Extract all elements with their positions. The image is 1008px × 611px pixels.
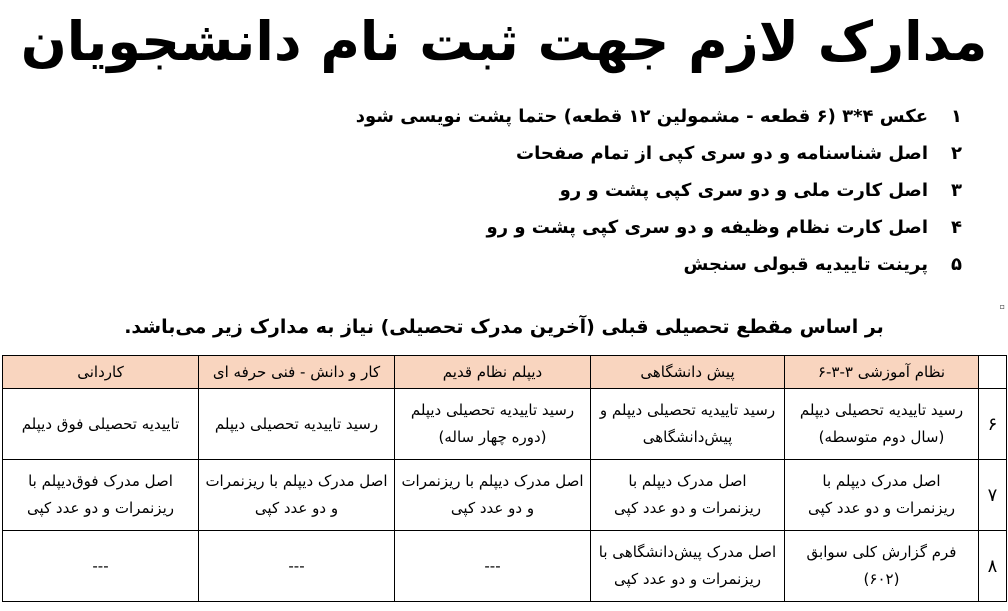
table-cell: اصل مدرک پیش‌دانشگاهی با ریزنمرات و دو عدد کپی	[591, 531, 785, 602]
list-item-text: اصل شناسنامه و دو سری کپی از تمام صفحات	[516, 143, 928, 164]
list-item-text: عکس ۴*۳ (۶ قطعه - مشمولین ۱۲ قطعه) حتما پشت نویسی شود	[355, 106, 928, 127]
table-cell: اصل مدرک دیپلم با ریزنمرات و دو عدد کپی	[199, 460, 395, 531]
table-cell: فرم گزارش کلی سوابق (۶۰۲)	[785, 531, 979, 602]
table-cell: اصل مدرک فوق‌دیپلم با ریزنمرات و دو عدد کپی	[3, 460, 199, 531]
row-number: ۷	[979, 460, 1007, 531]
table-cell: اصل مدرک دیپلم با ریزنمرات و دو عدد کپی	[395, 460, 591, 531]
table-cell: اصل مدرک دیپلم با ریزنمرات و دو عدد کپی	[785, 460, 979, 531]
table-cell: ---	[199, 531, 395, 602]
list-item-number: ۴	[951, 217, 962, 238]
list-item	[342, 246, 962, 283]
table-row	[3, 460, 1007, 531]
list-item-number: ۲	[951, 143, 962, 164]
table-cell: ---	[395, 531, 591, 602]
column-header: پیش دانشگاهی	[591, 356, 785, 389]
list-item	[342, 172, 962, 209]
anchor-marker: ▫	[999, 302, 1005, 311]
table-cell: رسید تاییدیه تحصیلی دیپلم (سال دوم متوسطه)	[785, 389, 979, 460]
list-item-text: پرینت تاییدیه قبولی سنجش	[683, 254, 928, 275]
row-number: ۸	[979, 531, 1007, 602]
list-item-text: اصل کارت ملی و دو سری کپی پشت و رو	[559, 180, 928, 201]
list-item	[342, 209, 962, 246]
table-cell: رسید تاییدیه تحصیلی دیپلم	[199, 389, 395, 460]
list-item-number: ۳	[951, 180, 962, 201]
list-item-number: ۱	[951, 106, 962, 127]
list-item	[342, 135, 962, 172]
list-item	[342, 98, 962, 135]
table-row	[3, 531, 1007, 602]
table-cell: رسید تاییدیه تحصیلی دیپلم و پیش‌دانشگاهی	[591, 389, 785, 460]
requirements-list	[342, 98, 962, 283]
table-cell: رسید تاییدیه تحصیلی دیپلم (دوره چهار ساله)	[395, 389, 591, 460]
list-item-number: ۵	[951, 254, 962, 275]
column-header: کاردانی	[3, 356, 199, 389]
header-corner-cell	[979, 356, 1007, 389]
table-row	[3, 389, 1007, 460]
documents-table	[2, 355, 1007, 602]
column-header: نظام آموزشی ۳-۳-۶	[785, 356, 979, 389]
page-title: مدارک لازم جهت ثبت نام دانشجویان	[20, 10, 988, 73]
table-cell: تاییدیه تحصیلی فوق دیپلم	[3, 389, 199, 460]
table-cell: ---	[3, 531, 199, 602]
list-item-text: اصل کارت نظام وظیفه و دو سری کپی پشت و رو	[486, 217, 928, 238]
column-header: دیپلم نظام قدیم	[395, 356, 591, 389]
row-number: ۶	[979, 389, 1007, 460]
table-caption: بر اساس مقطع تحصیلی قبلی (آخرین مدرک تحصیلی) نیاز به مدارک زیر می‌باشد.	[124, 316, 884, 338]
table-cell: اصل مدرک دیپلم با ریزنمرات و دو عدد کپی	[591, 460, 785, 531]
table-header-row	[3, 356, 1007, 389]
column-header: کار و دانش - فنی حرفه ای	[199, 356, 395, 389]
